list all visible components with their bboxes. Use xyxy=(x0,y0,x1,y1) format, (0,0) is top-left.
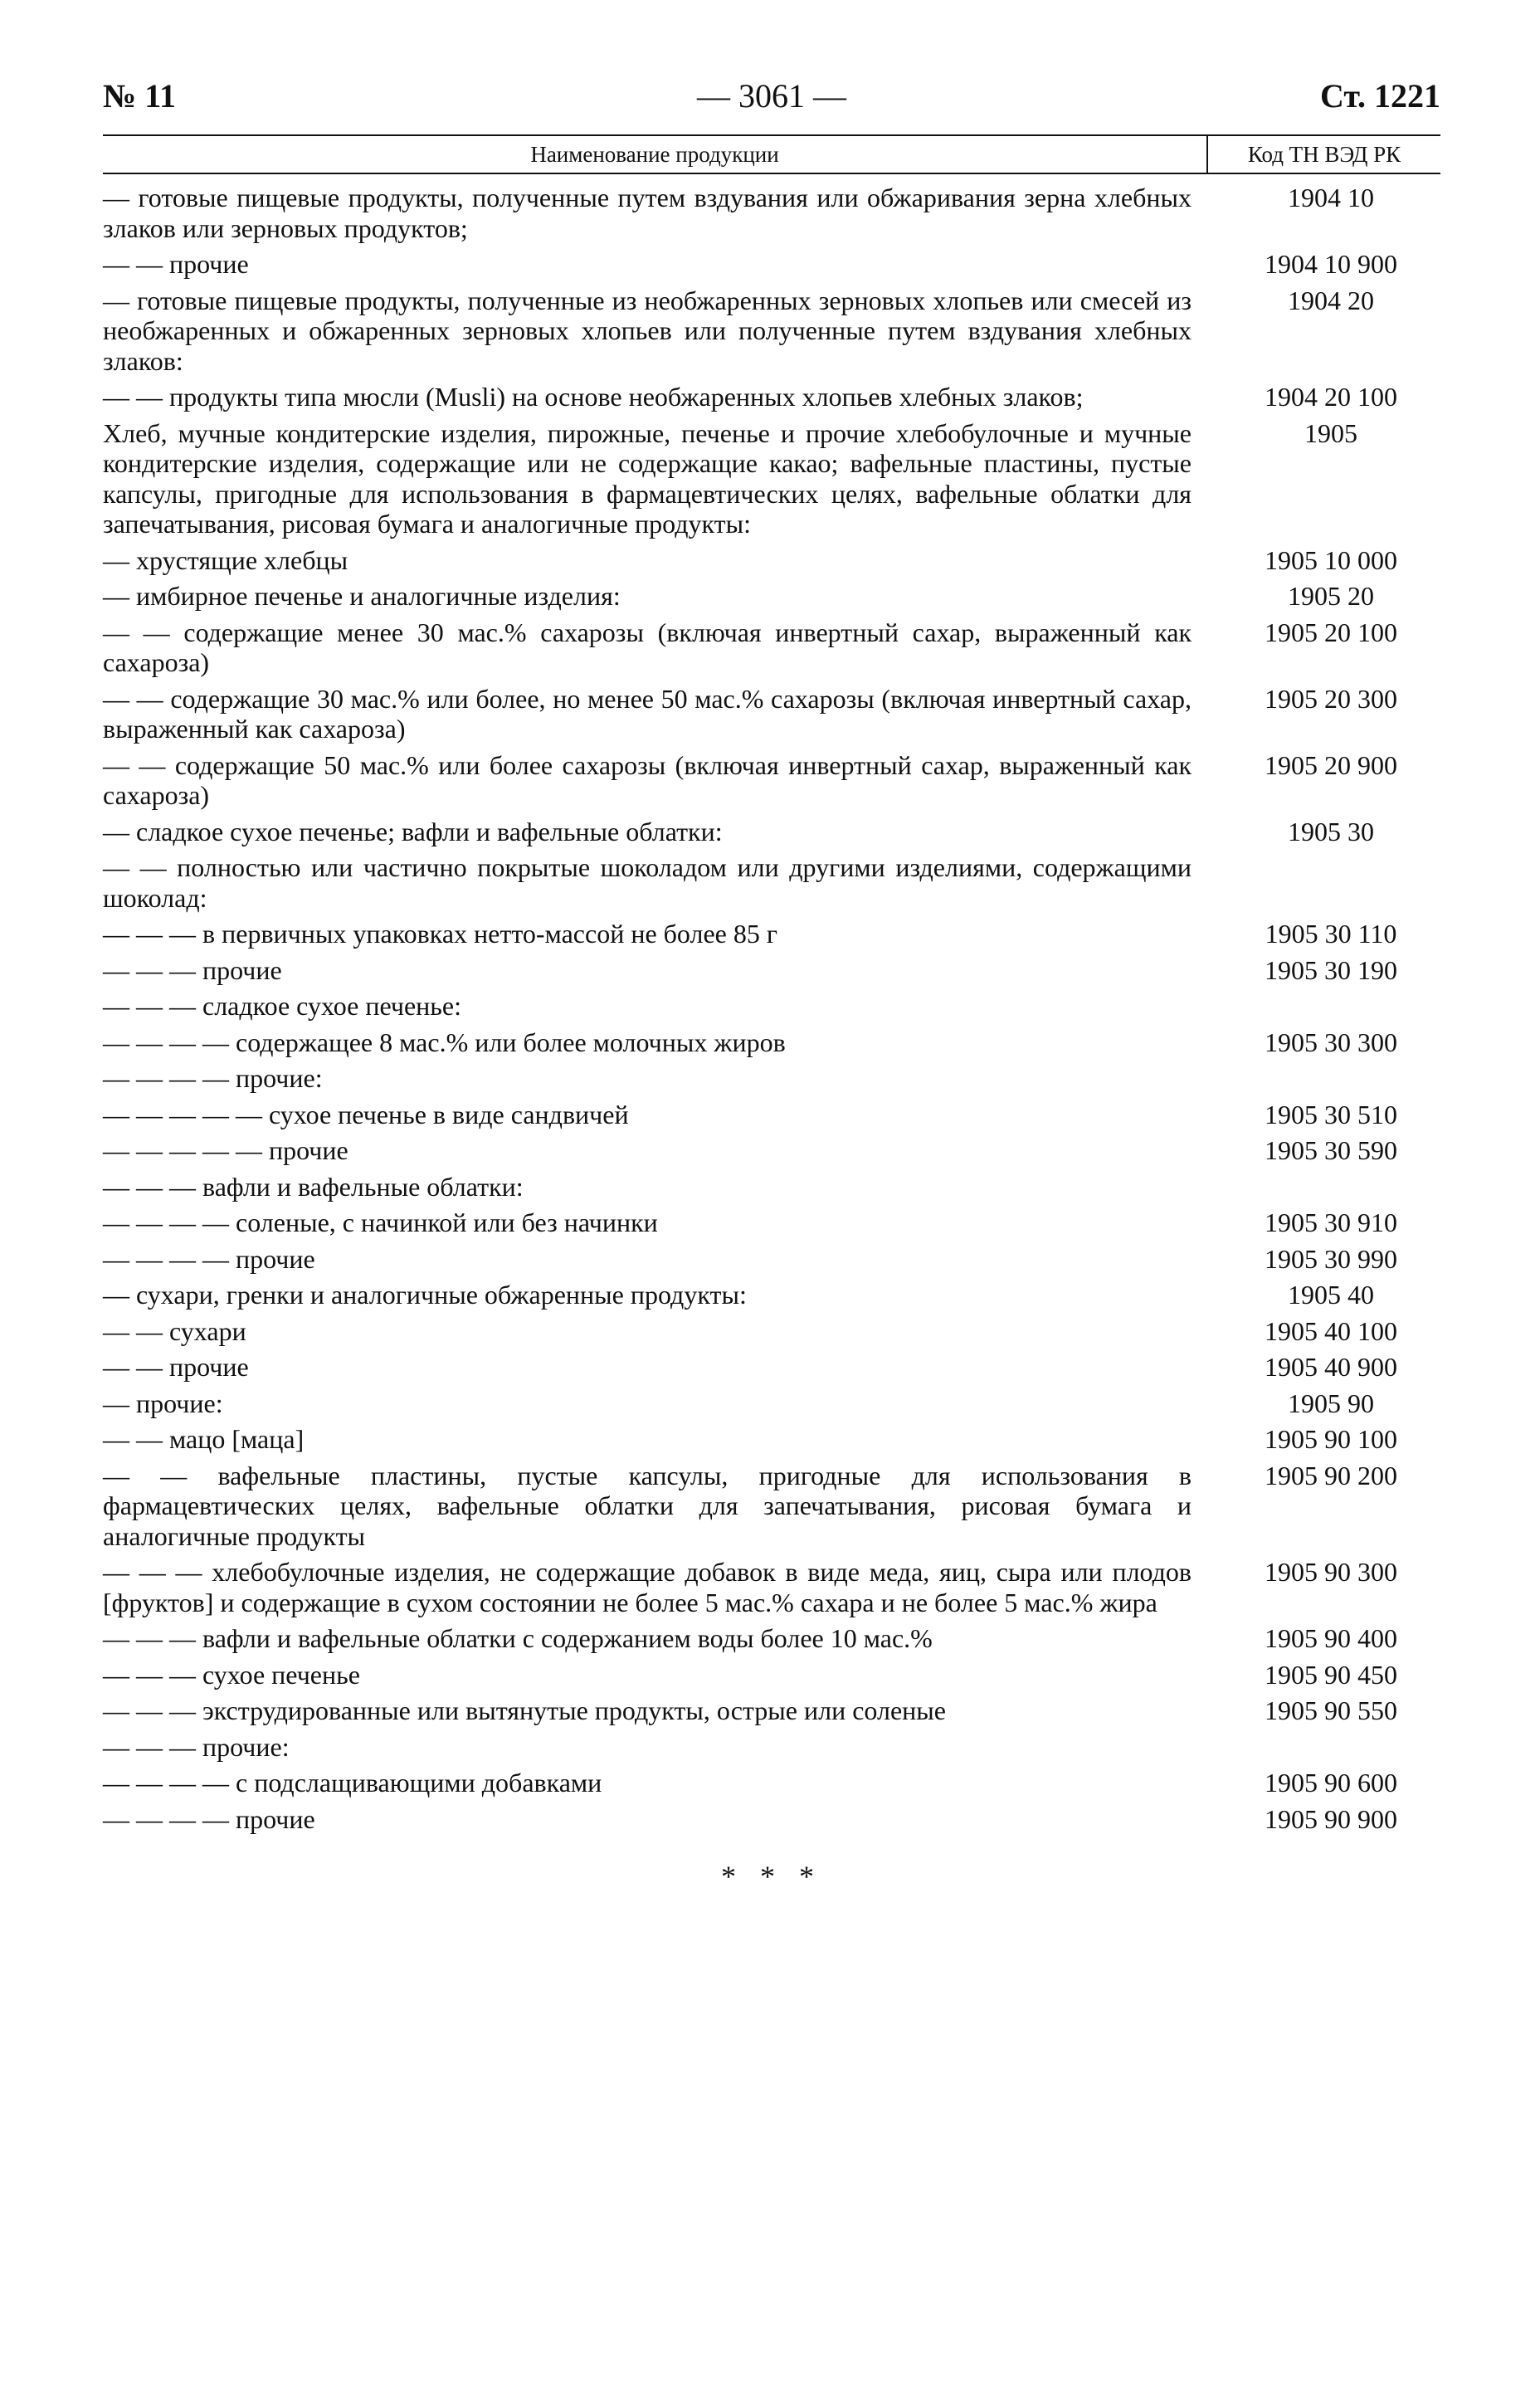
product-code: 1904 20 100 xyxy=(1265,382,1397,412)
table-row xyxy=(103,1732,1440,1763)
product-name: — сухари, гренки и аналогичные обжаренные продукты: xyxy=(103,1280,747,1310)
product-name: — — — — прочие xyxy=(103,1803,315,1834)
product-code: 1905 10 000 xyxy=(1265,544,1397,575)
product-code: 1905 xyxy=(1304,417,1357,448)
product-name: — — — экструдированные или вытянутые продукты, острые или соленые xyxy=(103,1695,946,1725)
table-row xyxy=(103,955,1440,986)
table-row xyxy=(103,249,1440,280)
table-row xyxy=(103,817,1440,847)
product-name: — — содержащие 50 мас.% или более сахарозы (включая инвертный сахар, выраженный как сахароза) xyxy=(103,749,1192,810)
product-name: — имбирное печенье и аналогичные изделия: xyxy=(103,581,621,611)
table-row xyxy=(103,1207,1440,1238)
product-code: 1905 30 110 xyxy=(1265,919,1397,949)
table-row xyxy=(103,1424,1440,1455)
product-name: — — прочие xyxy=(103,1352,249,1382)
product-name: — прочие: xyxy=(103,1388,223,1418)
product-name: — — — прочие xyxy=(103,954,282,985)
product-name: — — вафельные пластины, пустые капсулы, пригодные для использования в фармацевтических целях, вафельные облатки для запечатывания, рисовая бумага и аналогичные продукты xyxy=(103,1460,1192,1551)
product-name: — — — — прочие: xyxy=(103,1063,323,1093)
table-row xyxy=(103,1804,1440,1835)
product-code: 1905 20 xyxy=(1288,581,1374,611)
product-code: 1905 90 200 xyxy=(1265,1460,1397,1490)
product-name: — — полностью или частично покрытые шоколадом или другими изделиями, содержащими шоколад: xyxy=(103,852,1192,913)
table-row xyxy=(103,382,1440,412)
table-row xyxy=(103,1135,1440,1166)
section-separator: * * * xyxy=(721,1860,822,1893)
product-code: 1905 90 100 xyxy=(1265,1424,1397,1454)
table-header xyxy=(103,136,1440,174)
product-name: — — продукты типа мюсли (Musli) на основе необжаренных хлопьев хлебных злаков; xyxy=(103,382,1084,412)
product-code: 1905 90 450 xyxy=(1265,1659,1397,1690)
table-row xyxy=(103,1695,1440,1726)
product-code: 1905 20 300 xyxy=(1265,683,1397,714)
product-code: 1905 90 550 xyxy=(1265,1695,1397,1725)
product-code: 1905 40 xyxy=(1288,1280,1374,1310)
table-row xyxy=(103,684,1440,744)
table-row xyxy=(103,1172,1440,1202)
product-table xyxy=(103,134,1440,1834)
running-head xyxy=(103,70,1440,121)
table-row xyxy=(103,183,1440,243)
product-code: 1905 30 190 xyxy=(1265,954,1397,985)
product-code: 1904 10 900 xyxy=(1265,249,1397,279)
product-name: — — — в первичных упаковках нетто-массой не более 85 г xyxy=(103,919,777,949)
product-name: — сладкое сухое печенье; вафли и вафельные облатки: xyxy=(103,816,723,846)
table-row xyxy=(103,1316,1440,1347)
table-row xyxy=(103,581,1440,612)
product-name: — — прочие xyxy=(103,249,249,279)
column-header-code: Код ТН ВЭД РК xyxy=(1247,141,1401,167)
product-name: — — — сухое печенье xyxy=(103,1659,360,1690)
product-code: 1904 10 xyxy=(1288,183,1374,212)
issue-number: № 11 xyxy=(103,77,176,115)
product-name: — — — прочие: xyxy=(103,1731,290,1762)
table-row xyxy=(103,1352,1440,1383)
table-row xyxy=(103,1557,1440,1617)
product-name: — хрустящие хлебцы xyxy=(103,544,348,575)
table-row xyxy=(103,545,1440,576)
table-row xyxy=(103,1063,1440,1094)
table-row xyxy=(103,1768,1440,1798)
product-name: — готовые пищевые продукты, полученные путем вздувания или обжаривания зерна хлебных злаков или зерновых продуктов; xyxy=(103,183,1192,243)
table-row xyxy=(103,1623,1440,1654)
table-row xyxy=(103,285,1440,377)
table-row xyxy=(103,750,1440,811)
product-code: 1905 40 100 xyxy=(1265,1315,1397,1346)
table-row xyxy=(103,418,1440,539)
table-row xyxy=(103,1660,1440,1690)
product-code: 1905 20 900 xyxy=(1265,749,1397,780)
product-code: 1905 40 900 xyxy=(1265,1352,1397,1382)
product-code: 1905 90 400 xyxy=(1265,1623,1397,1653)
product-code xyxy=(1206,1172,1440,1202)
table-row xyxy=(103,1244,1440,1275)
product-code xyxy=(1206,1063,1440,1094)
table-row xyxy=(103,1027,1440,1058)
product-code: 1905 30 910 xyxy=(1265,1207,1397,1237)
page-number: — 3061 — xyxy=(697,77,846,115)
column-header-name: Наименование продукции xyxy=(103,136,1208,173)
product-name: Хлеб, мучные кондитерские изделия, пирожные, печенье и прочие хлебобулочные и мучные кондитерские изделия, содержащие или не содержащие какао; вафельные пластины, пустые капсулы, пригодные для использования в фармацевтических целях, вафельные облатки для запечатывания, рисовая бумага и аналогичные продукты: xyxy=(103,417,1192,539)
product-name: — — мацо [маца] xyxy=(103,1424,305,1454)
product-name: — — содержащие менее 30 мас.% сахарозы (включая инвертный сахар, выраженный как сахароза) xyxy=(103,617,1192,677)
product-code: 1904 20 xyxy=(1288,285,1374,315)
product-code: 1905 90 600 xyxy=(1265,1768,1397,1798)
table-body xyxy=(103,174,1440,1834)
product-code: 1905 30 510 xyxy=(1265,1099,1397,1129)
table-row xyxy=(103,1388,1440,1419)
product-code: 1905 30 990 xyxy=(1265,1243,1397,1274)
product-name: — — — вафли и вафельные облатки: xyxy=(103,1171,524,1202)
table-row xyxy=(103,1100,1440,1130)
document-page xyxy=(103,70,1440,1893)
product-name: — — содержащие 30 мас.% или более, но менее 50 мас.% сахарозы (включая инвертный сахар, выраженный как сахароза) xyxy=(103,683,1192,744)
product-name: — — — — — прочие xyxy=(103,1135,348,1165)
product-code xyxy=(1206,991,1440,1022)
product-name: — — — — содержащее 8 мас.% или более молочных жиров xyxy=(103,1027,786,1057)
table-row xyxy=(103,919,1440,949)
product-name: — — сухари xyxy=(103,1315,246,1346)
product-name: — — — вафли и вафельные облатки с содержанием воды более 10 мас.% xyxy=(103,1623,933,1653)
table-row xyxy=(103,1280,1440,1310)
product-code xyxy=(1206,1732,1440,1763)
product-code: 1905 90 900 xyxy=(1265,1803,1397,1834)
product-code: 1905 90 xyxy=(1288,1388,1374,1418)
product-name: — — — — соленые, с начинкой или без начинки xyxy=(103,1207,658,1237)
product-name: — — — — — сухое печенье в виде сандвичей xyxy=(103,1099,629,1129)
product-code: 1905 30 300 xyxy=(1265,1027,1397,1057)
table-row xyxy=(103,991,1440,1022)
product-code xyxy=(1206,852,1440,913)
product-code: 1905 90 300 xyxy=(1265,1557,1397,1587)
product-name: — — — хлебобулочные изделия, не содержащие добавок в виде меда, яиц, сыра или плодов [фруктов] и содержащие в сухом состоянии не более 5 мас.% сахара и не более 5 мас.% жира xyxy=(103,1557,1192,1617)
product-name: — — — — с подслащивающими добавками xyxy=(103,1768,602,1798)
product-code: 1905 30 590 xyxy=(1265,1135,1397,1165)
product-code: 1905 30 xyxy=(1288,816,1374,846)
product-name: — готовые пищевые продукты, полученные из необжаренных зерновых хлопьев или смесей из необжаренных и обжаренных зерновых хлопьев или полученные путем вздувания хлебных злаков: xyxy=(103,285,1192,376)
product-name: — — — — прочие xyxy=(103,1243,315,1274)
product-code: 1905 20 100 xyxy=(1265,617,1397,647)
table-row xyxy=(103,617,1440,678)
article-number: Ст. 1221 xyxy=(1320,77,1440,115)
product-name: — — — сладкое сухое печенье: xyxy=(103,991,461,1021)
table-row xyxy=(103,852,1440,913)
table-row xyxy=(103,1461,1440,1552)
